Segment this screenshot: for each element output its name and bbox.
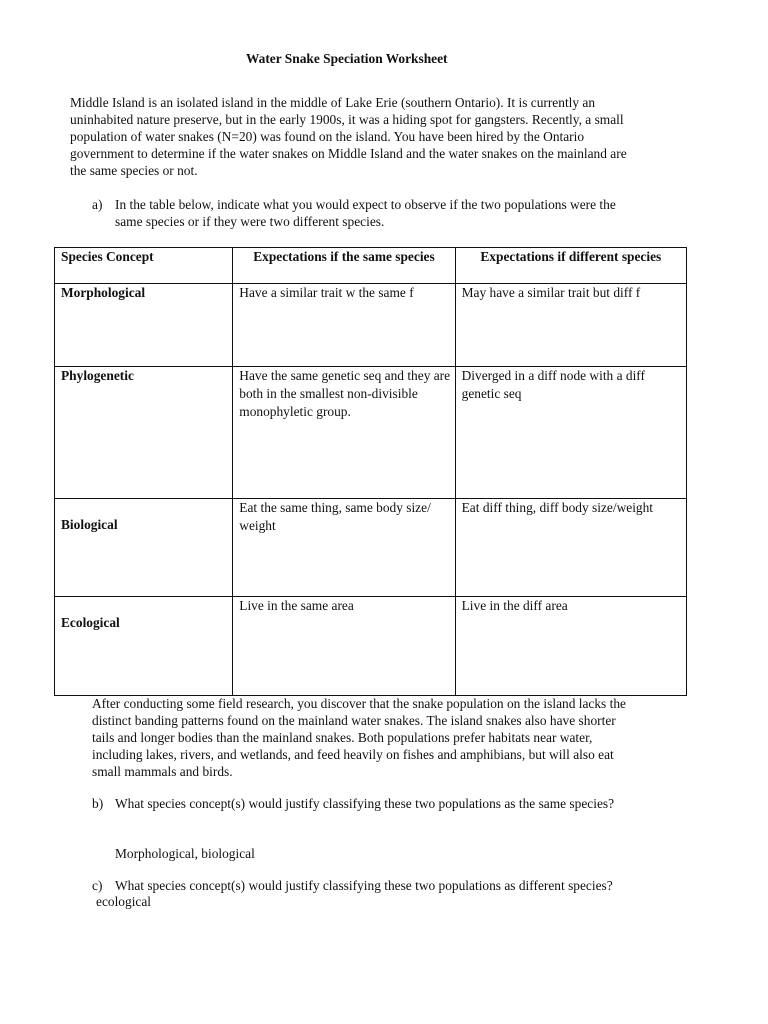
table-row — [55, 367, 687, 499]
question-b-answer[interactable]: Morphological, biological — [115, 846, 255, 861]
question-a-letter: a) — [92, 197, 103, 212]
question-c-text: What species concept(s) would justify classifying these two populations as different species? — [115, 878, 613, 893]
question-c — [92, 877, 672, 894]
intro-paragraph: Middle Island is an isolated island in the middle of Lake Erie (southern Ontario). It is currently an uninhabited nature preserve, but in the early 1900s, it was a hiding spot for gangsters. Recently, a small population of water snakes (N=20) was found on the island. You have been hired by the Ontario government to determine if the water snakes on Middle Island and the water snakes on the mainland are the same species or not. — [70, 95, 627, 178]
worksheet-title: Water Snake Speciation Worksheet — [246, 51, 448, 66]
question-b — [92, 795, 632, 812]
concept-cell: Phylogenetic — [55, 367, 233, 499]
different-species-cell[interactable]: Live in the diff area — [455, 597, 686, 696]
different-species-cell[interactable]: Eat diff thing, diff body size/weight — [455, 499, 686, 597]
table-row — [55, 284, 687, 367]
different-species-cell[interactable]: Diverged in a diff node with a diff genetic seq — [455, 367, 686, 499]
same-species-cell[interactable]: Eat the same thing, same body size/ weight — [233, 499, 455, 597]
table-header-row — [55, 248, 687, 284]
question-b-text: What species concept(s) would justify classifying these two populations as the same species? — [115, 796, 615, 811]
question-a — [92, 196, 632, 230]
header-species-concept: Species Concept — [55, 248, 233, 284]
same-species-cell[interactable]: Have a similar trait w the same f — [233, 284, 455, 367]
table-row — [55, 499, 687, 597]
different-species-cell[interactable]: May have a similar trait but diff f — [455, 284, 686, 367]
header-different-species: Expectations if different species — [455, 248, 686, 284]
question-c-letter: c) — [92, 878, 103, 893]
species-concept-table — [54, 247, 687, 696]
concept-cell: Biological — [55, 499, 233, 597]
question-b-letter: b) — [92, 796, 104, 811]
table-row — [55, 597, 687, 696]
question-c-answer[interactable]: ecological — [96, 894, 152, 909]
header-same-species: Expectations if the same species — [233, 248, 455, 284]
concept-cell: Morphological — [55, 284, 233, 367]
field-research-paragraph: After conducting some field research, you discover that the snake population on the island lacks the distinct banding patterns found on the mainland water snakes. The island snakes also have shorter tails and longer bodies than the mainland snakes. Both populations prefer habitats near water, including lakes, rivers, and wetlands, and feed heavily on fishes and amphibians, but will also eat small mammals and birds. — [92, 696, 626, 779]
question-a-text: In the table below, indicate what you would expect to observe if the two populations were the same species or if they were two different species. — [115, 197, 616, 229]
concept-cell: Ecological — [55, 597, 233, 696]
same-species-cell[interactable]: Live in the same area — [233, 597, 455, 696]
same-species-cell[interactable]: Have the same genetic seq and they are both in the smallest non-divisible monophyletic group. — [233, 367, 455, 499]
